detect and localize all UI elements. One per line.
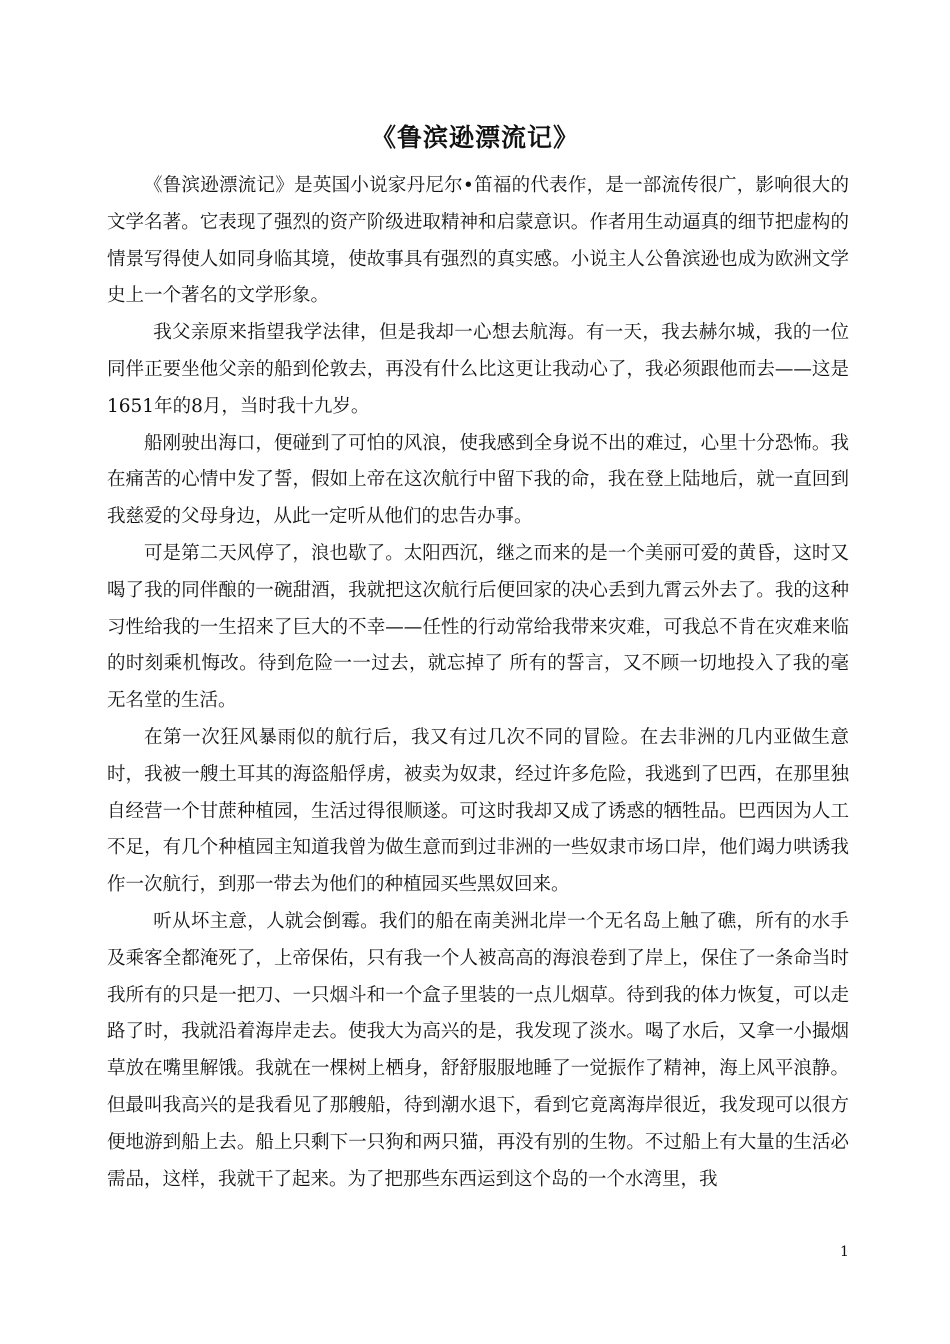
paragraph-adventures: 在第一次狂风暴雨似的航行后，我又有过几次不同的冒险。在去非洲的几内亚做生意时，我被一艘土耳其的海盗船俘虏，被卖为奴隶，经过许多危险，我逃到了巴西，在那里独自经营一个甘蔗种植园，生活过得很顺遂。可这时我却又成了诱惑的牺牲品。巴西因为人工不足，有几个种植园主知道我曾为做生意而到过非洲的一些奴隶市场口岸，他们竭力哄诱我作一次航行，到那一带去为他们的种植园买些黑奴回来。 — [107, 726, 849, 896]
paragraph-storm: 船刚驶出海口，便碰到了可怕的风浪，使我感到全身说不出的难过，心里十分恐怖。我在痛苦的心情中发了誓，假如上帝在这次航行中留下我的命，我在登上陆地后，就一直回到我慈爱的父母身边，从此一定听从他们的忠告办事。 — [107, 432, 849, 528]
page-number: 1 — [840, 1244, 849, 1260]
paragraph-next-day: 可是第二天风停了，浪也歇了。太阳西沉，继之而来的是一个美丽可爱的黄昏，这时又喝了我的同伴酿的一碗甜酒，我就把这次航行后便回家的决心丢到九霄云外去了。我的这种习性给我的一生招来了巨大的不幸——任性的行动常给我带来灾难，可我总不肯在灾难来临的时刻乘机悔改。待到危险一一过去，就忘掉了 所有的誓言，又不顾一切地投入了我的毫无名堂的生活。 — [107, 542, 849, 712]
paragraph-father: 我父亲原来指望我学法律，但是我却一心想去航海。有一天，我去赫尔城，我的一位同伴正要坐他父亲的船到伦敦去，再没有什么比这更让我动心了，我必须跟他而去——这是1651年的8月，当时我十九岁。 — [107, 322, 849, 417]
paragraph-intro: 《鲁滨逊漂流记》是英国小说家丹尼尔•笛福的代表作，是一部流传很广，影响很大的文学名著。它表现了强烈的资产阶级进取精神和启蒙意识。作者用生动逼真的细节把虚构的情景写得使人如同身临其境，使故事具有强烈的真实感。小说主人公鲁滨逊也成为欧洲文学史上一个著名的文学形象。 — [107, 175, 849, 307]
paragraph-shipwreck: 听从坏主意，人就会倒霉。我们的船在南美洲北岸一个无名岛上触了礁，所有的水手及乘客全都淹死了，上帝保佑，只有我一个人被高高的海浪卷到了岸上，保住了一条命当时我所有的只是一把刀、一只烟斗和一个盒子里装的一点儿烟草。待到我的体力恢复，可以走路了时，我就沿着海岸走去。使我大为高兴的是，我发现了淡水。喝了水后，又拿一小撮烟草放在嘴里解饿。我就在一棵树上栖身，舒舒服服地睡了一觉振作了精神，海上风平浪静。但最叫我高兴的是我看见了那艘船，待到潮水退下，看到它竟离海岸很近，我发现可以很方便地游到船上去。船上只剩下一只狗和两只猫，再没有别的生物。不过船上有大量的生活必需品，这样，我就干了起来。为了把那些东西运到这个岛的一个水湾里，我 — [107, 910, 849, 1190]
document-title: 《鲁滨逊漂流记》 — [370, 123, 579, 152]
document-body — [107, 168, 849, 1198]
